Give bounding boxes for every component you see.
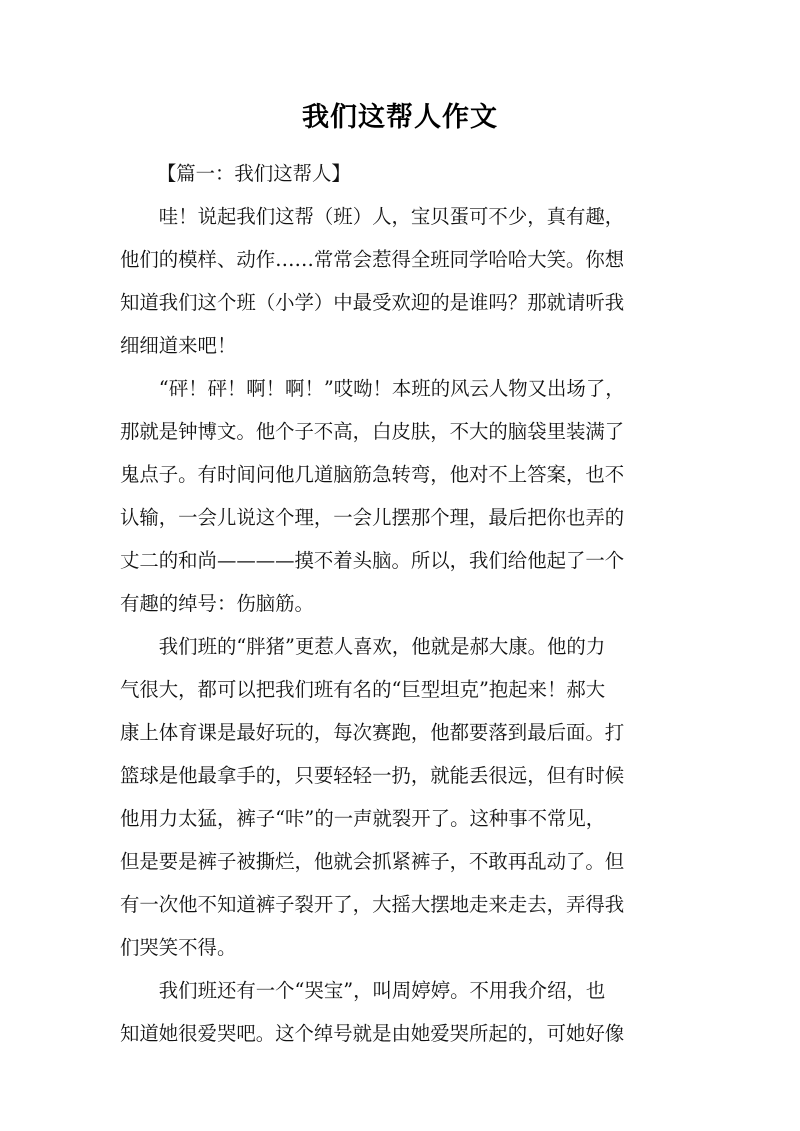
paragraph-line: 知道她很爱哭吧。这个绰号就是由她爱哭所起的，可她好像 bbox=[120, 1022, 625, 1045]
document-body bbox=[120, 152, 688, 1055]
paragraph bbox=[120, 367, 688, 625]
section-heading: 【篇一：我们这帮人】 bbox=[156, 162, 351, 185]
paragraph-line: 篮球是他最拿手的，只要轻轻一扔，就能丢很远，但有时候 bbox=[120, 764, 625, 787]
paragraph-line: 我们班还有一个“哭宝”，叫周婷婷。不用我介绍，也 bbox=[158, 979, 606, 1002]
paragraph-line: 但是要是裤子被撕烂，他就会抓紧裤子，不敢再乱动了。但 bbox=[120, 850, 625, 873]
paragraph-line: 细细道来吧！ bbox=[120, 334, 237, 357]
paragraph-line: 知道我们这个班（小学）中最受欢迎的是谁吗？那就请听我 bbox=[120, 291, 625, 314]
paragraph bbox=[120, 969, 688, 1055]
paragraph-line: 鬼点子。有时间问他几道脑筋急转弯，他对不上答案，也不 bbox=[120, 463, 625, 486]
paragraph-line: 哇！说起我们这帮（班）人，宝贝蛋可不少，真有趣， bbox=[158, 205, 625, 228]
paragraph-line: 康上体育课是最好玩的，每次赛跑，他都要落到最后面。打 bbox=[120, 721, 625, 744]
paragraph bbox=[120, 195, 688, 367]
paragraph-line: 我们班的“胖猪”更惹人喜欢，他就是郝大康。他的力 bbox=[158, 635, 606, 658]
paragraph bbox=[120, 625, 688, 969]
paragraph-line: 气很大，都可以把我们班有名的“巨型坦克”抱起来！郝大 bbox=[120, 678, 606, 701]
paragraph-line: 那就是钟博文。他个子不高，白皮肤，不大的脑袋里装满了 bbox=[120, 420, 625, 443]
paragraph-line: 丈二的和尚————摸不着头脑。所以，我们给他起了一个 bbox=[120, 549, 625, 572]
paragraph-line: 有趣的绰号：伤脑筋。 bbox=[120, 592, 314, 615]
paragraph-line: “砰！砰！啊！啊！”哎呦！本班的风云人物又出场了， bbox=[158, 377, 625, 400]
paragraph-line: 他们的模样、动作……常常会惹得全班同学哈哈大笑。你想 bbox=[120, 248, 625, 271]
paragraph-line: 们哭笑不得。 bbox=[120, 936, 237, 959]
paragraph-line: 他用力太猛，裤子“咔”的一声就裂开了。这种事不常见， bbox=[120, 807, 606, 830]
paragraph-line: 认输，一会儿说这个理，一会儿摆那个理，最后把你也弄的 bbox=[120, 506, 625, 529]
paragraph-line: 有一次他不知道裤子裂开了，大摇大摆地走来走去，弄得我 bbox=[120, 893, 625, 916]
document-title: 我们这帮人作文 bbox=[302, 102, 498, 133]
